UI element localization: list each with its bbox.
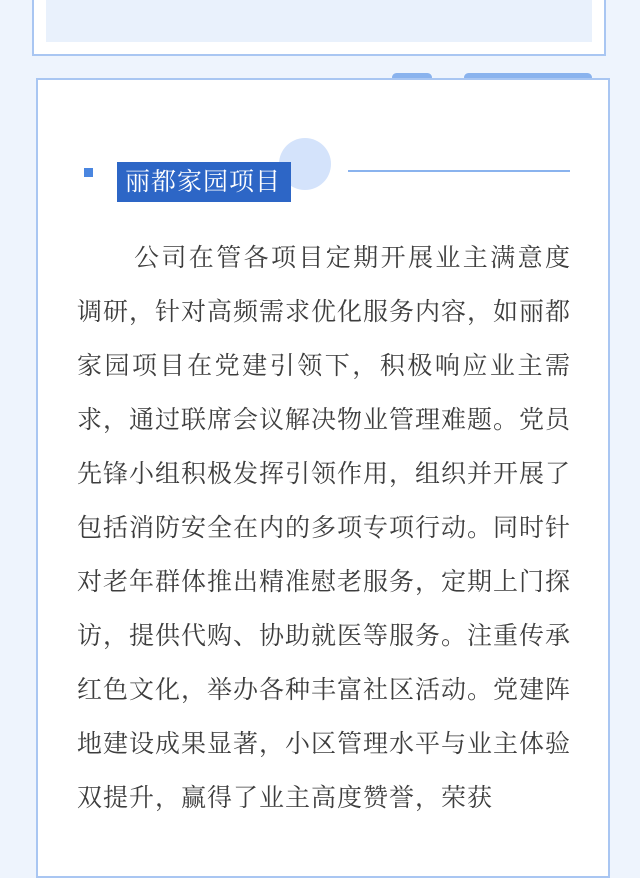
section-heading: 丽都家园项目 <box>117 162 291 202</box>
previous-section-card-inner <box>46 0 592 42</box>
bullet-square-icon <box>84 168 93 177</box>
previous-section-card <box>32 0 606 56</box>
section-paragraph: 公司在管各项目定期开展业主满意度调研，针对高频需求优化服务内容，如丽都家园项目在党建引领下，积极响应业主需求，通过联席会议解决物业管理难题。党员先锋小组积极发挥引领作用，组织并开展了包括消防安全在内的多项专项行动。同时针对老年群体推出精准慰老服务，定期上门探访，提供代购、协助就医等服务。注重传承红色文化，举办各种丰富社区活动。党建阵地建设成果显著，小区管理水平与业主体验双提升，赢得了业主高度赞誉，荣获 <box>77 243 572 812</box>
heading-divider-line <box>348 170 570 172</box>
